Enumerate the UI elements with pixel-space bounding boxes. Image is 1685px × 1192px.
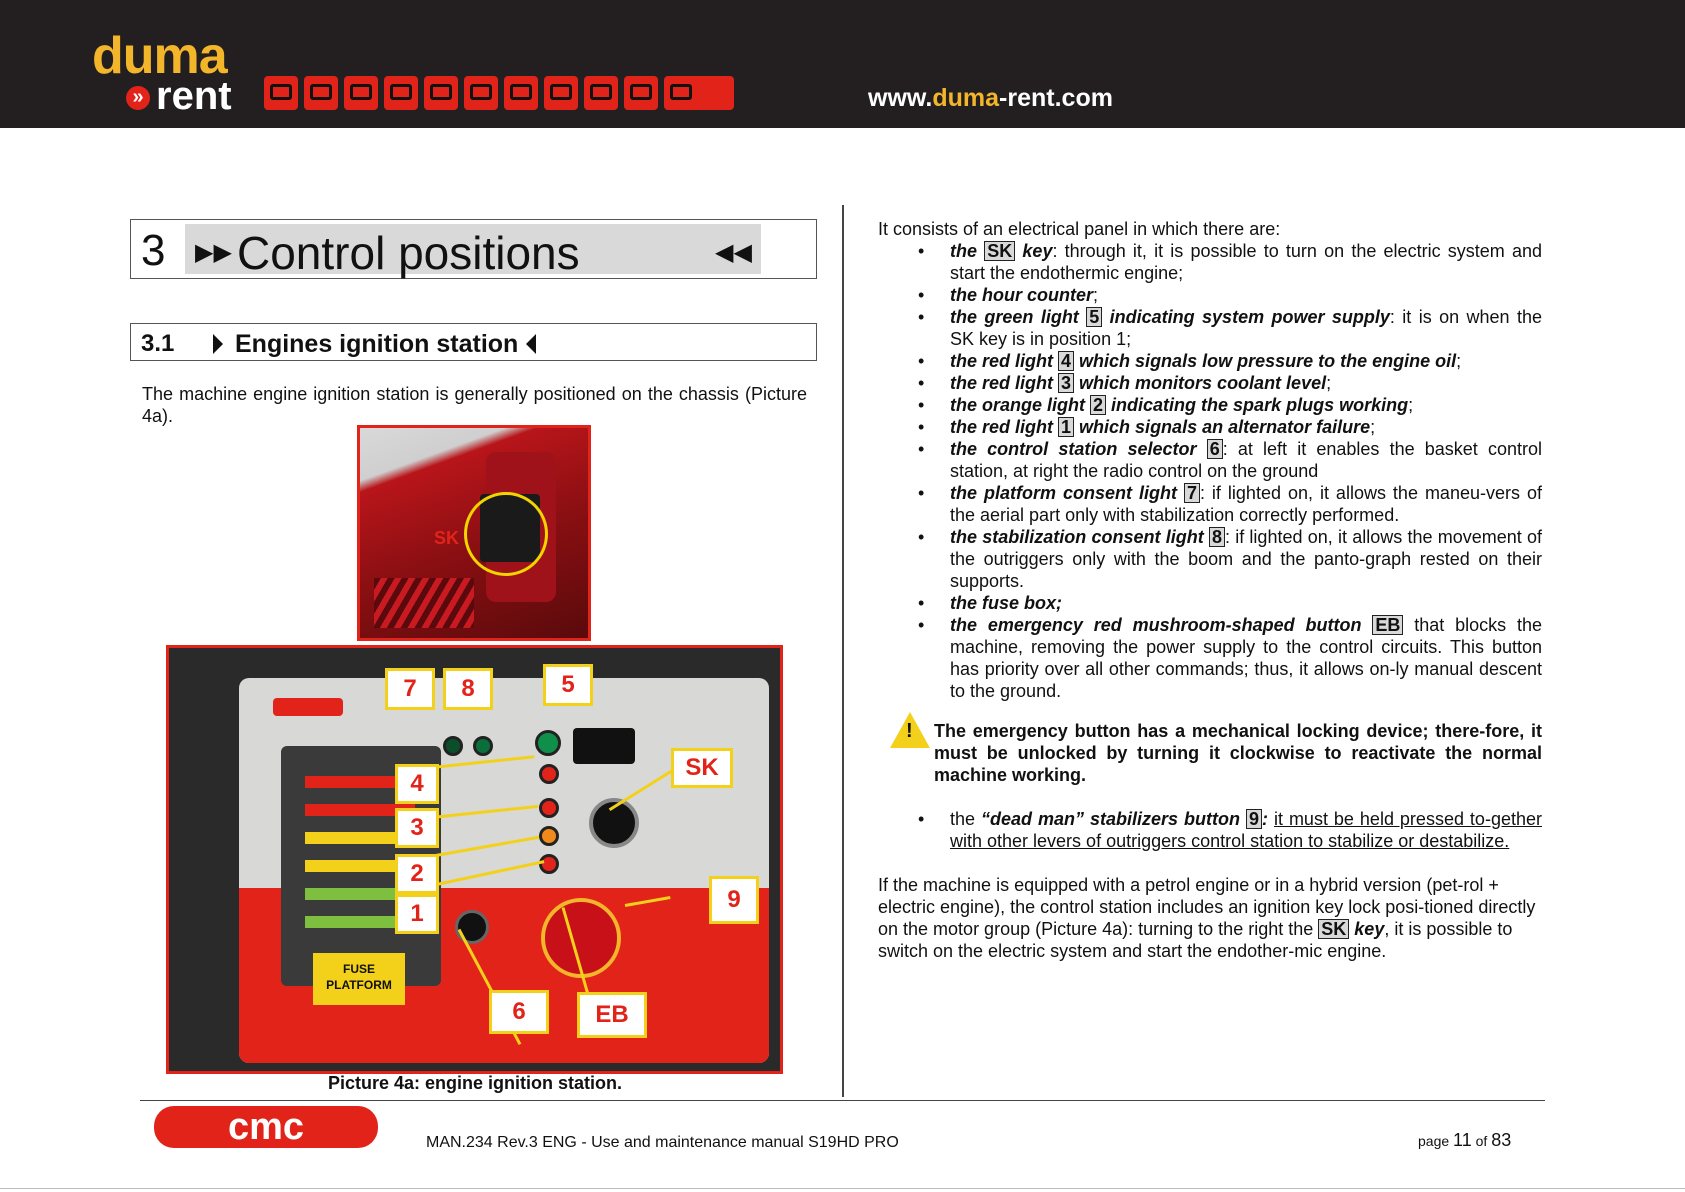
compactor-icon — [464, 76, 498, 110]
website-url[interactable]: www.duma-rent.com — [868, 84, 1113, 112]
lamp-4 — [539, 764, 559, 784]
list-lead: It consists of an electrical panel in which there are: — [878, 219, 1281, 239]
selector-switch — [455, 910, 489, 944]
list-item: • the green light 5 indicating system power supply: it is on when the SK key is in position 1; — [918, 307, 1542, 349]
sk-photo-label: SK — [434, 528, 460, 548]
deadman-item: • the “dead man” stabilizers button 9 : it must be held pressed to-gether with other levers of outriggers control station to stabilize or destabilize. — [918, 809, 1542, 851]
scissor-lift-icon — [304, 76, 338, 110]
footer-manual-ref: MAN.234 Rev.3 ENG - Use and maintenance manual S19HD PRO — [426, 1134, 899, 1151]
list-item: • the control station selector 6 : at left it enables the basket control station, at right the radio control on the ground — [918, 439, 1542, 481]
callout-eb: EB — [577, 992, 647, 1038]
list-item: • the stabilization consent light 8 : if lighted on, it allows the movement of the outriggers only with the boom and the panto-graph rested on their supports. — [918, 527, 1542, 591]
closing-paragraph: If the machine is equipped with a petrol engine or in a hybrid version (pet-rol + electric engine), the control station includes an ignition key lock posi-tioned directly on the motor group (Picture 4a): turning to the right the SK key, it is possible to switch on the electric system and start the endother-mic engine. — [878, 875, 1536, 961]
footer-page-number: page 11 of 83 — [1418, 1130, 1512, 1150]
callout-3: 3 — [395, 808, 439, 848]
callout-7: 7 — [385, 668, 435, 710]
section-title-wrap — [213, 330, 536, 359]
double-arrow-left-icon: ◀◀ — [715, 239, 752, 266]
arrow-left-icon — [526, 334, 536, 354]
section-title: Engines ignition station — [235, 330, 519, 358]
lamp-7 — [443, 736, 463, 756]
section-number: 3.1 — [141, 330, 175, 357]
lamp-1 — [539, 854, 559, 874]
fuse-platform-label: FUSE PLATFORM — [313, 953, 405, 1005]
logo-duma-text: duma — [92, 27, 227, 85]
panel-cmc-logo — [273, 698, 343, 716]
skid-loader-icon — [264, 76, 298, 110]
warning-text: The emergency button has a mechanical locking device; there-fore, it must be unlocked by turning it clockwise to reactivate the normal machine working. — [934, 721, 1542, 785]
warning-note — [878, 720, 1542, 786]
chapter-title-box — [185, 224, 761, 279]
logo-rent-text: rent — [156, 74, 232, 118]
telehandler-icon — [584, 76, 618, 110]
logo-chevron-icon: » — [126, 86, 150, 110]
backhoe-icon — [424, 76, 458, 110]
footer-cmc-logo: cmc — [154, 1106, 378, 1148]
list-item: • the platform consent light 7 : if lighted on, it allows the maneu-vers of the aerial part only with stabilization correctly performed. — [918, 483, 1542, 525]
callout-1: 1 — [395, 894, 439, 934]
footer-rule — [140, 1100, 1545, 1101]
chapter-heading — [130, 219, 817, 279]
hour-counter — [573, 728, 635, 764]
column-divider — [842, 205, 844, 1097]
callout-6: 6 — [489, 990, 549, 1034]
list-item: • the red light 3 which monitors coolant level; — [918, 373, 1332, 393]
machine-icons-strip — [264, 76, 734, 110]
lamp-8 — [473, 736, 493, 756]
double-arrow-right-icon: ▶▶ — [195, 239, 232, 266]
callout-sk: SK — [671, 748, 733, 788]
engine-grill — [374, 578, 474, 628]
right-column — [878, 218, 1542, 962]
lamp-3 — [539, 798, 559, 818]
control-panel-photo — [166, 645, 783, 1074]
vertical-lift-icon — [344, 76, 378, 110]
highlight-circle — [464, 492, 548, 576]
forklift-icon — [384, 76, 418, 110]
list-item: • the orange light 2 indicating the spark plugs working; — [918, 395, 1414, 415]
boom-lift-icon — [624, 76, 658, 110]
list-item: • the SK key: through it, it is possible to turn on the electric system and start the endothermic engine; — [918, 241, 1542, 283]
excavator-icon — [504, 76, 538, 110]
callout-5: 5 — [543, 664, 593, 706]
callout-9: 9 — [709, 876, 759, 924]
engine-photo — [357, 425, 591, 641]
chapter-number: 3 — [141, 226, 166, 275]
arrow-right-icon — [213, 334, 223, 354]
lamp-5 — [535, 730, 561, 756]
chapter-title: Control positions — [237, 227, 580, 279]
list-item: • the hour counter; — [918, 285, 1099, 305]
header-bar — [0, 0, 1685, 128]
bottom-rule — [0, 1188, 1685, 1189]
warning-icon: ! — [890, 712, 930, 748]
intro-paragraph: The machine engine ignition station is generally positioned on the chassis (Picture 4a). — [142, 384, 807, 426]
callout-4: 4 — [395, 764, 439, 804]
list-item: • the fuse box; — [918, 593, 1063, 613]
list-item: • the red light 4 which signals low pressure to the engine oil; — [918, 351, 1462, 371]
lamp-2 — [539, 826, 559, 846]
list-item: • the red light 1 which signals an alternator failure; — [918, 417, 1376, 437]
section-heading — [130, 323, 817, 361]
callout-2: 2 — [395, 854, 439, 894]
mini-excavator-icon — [544, 76, 578, 110]
list-item: • the emergency red mushroom-shaped button EB that blocks the machine, removing the power supply to the control circuits. This button has priority over all other commands; thus, it allows on-ly manual descent to the ground. — [918, 615, 1542, 701]
callout-8: 8 — [443, 668, 493, 710]
picture-caption: Picture 4a: engine ignition station. — [327, 1073, 623, 1093]
truck-platform-icon — [664, 76, 734, 110]
